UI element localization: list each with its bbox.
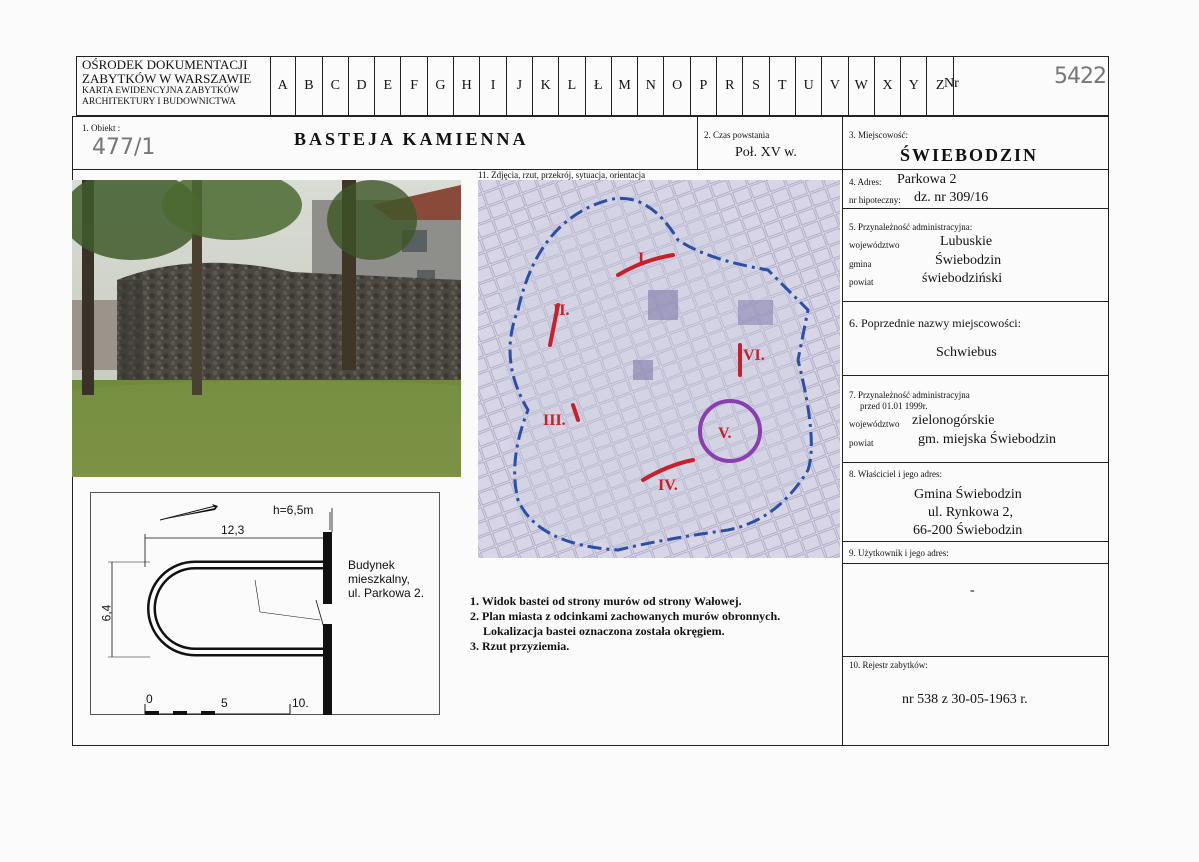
map-label-1: I. xyxy=(638,250,649,267)
r-sep-2 xyxy=(842,208,1109,209)
admin-old-label2: przed 01.01 1999r. xyxy=(860,401,928,411)
czas-label: 2. Czas powstania xyxy=(704,130,770,140)
handwritten-number: 5422 xyxy=(1054,64,1106,89)
r-sep-4 xyxy=(842,375,1109,376)
alphabet-letter-19: T xyxy=(770,57,796,115)
plan-depth-label: 6,4 xyxy=(99,604,114,622)
alphabet-letter-0: A xyxy=(270,57,296,115)
alphabet-letter-1: B xyxy=(296,57,322,115)
admin-old-powiat: gm. miejska Świebodzin xyxy=(918,432,1057,447)
map-label-5: V. xyxy=(718,425,732,442)
alphabet-letter-3: D xyxy=(349,57,375,115)
wlasciciel-label: 8. Właściciel i jego adres: xyxy=(849,469,943,479)
plan-building-line3: ul. Parkowa 2. xyxy=(348,586,425,600)
alphabet-letter-8: I xyxy=(480,57,506,115)
floor-plan xyxy=(90,492,440,715)
plan-building-line1: Budynek xyxy=(348,558,395,572)
caption-3: Lokalizacja bastei oznaczona została okręgiem. xyxy=(483,624,725,638)
row1-bottom xyxy=(72,169,842,170)
alphabet-letter-11: L xyxy=(559,57,585,115)
bastion-photo xyxy=(72,180,461,477)
wlasciciel-line1: Gmina Świebodzin xyxy=(914,487,1022,502)
admin-old-powiat-label: powiat xyxy=(849,438,874,448)
alphabet-letter-16: P xyxy=(691,57,717,115)
admin-label: 5. Przynależność administracyjna: xyxy=(849,222,973,232)
alphabet-letter-7: H xyxy=(454,57,480,115)
alphabet-letter-15: O xyxy=(665,57,691,115)
admin-powiat: świebodziński xyxy=(922,271,1003,286)
plan-width-label: 12,3 xyxy=(221,523,245,537)
plan-building-line2: mieszkalny, xyxy=(348,572,410,586)
alphabet-letter-18: S xyxy=(743,57,769,115)
r-sep-6 xyxy=(842,541,1109,542)
scale-5: 5 xyxy=(221,696,228,710)
uzytkownik-value: - xyxy=(970,583,975,598)
miejscowosc-value: ŚWIEBODZIN xyxy=(900,145,1039,165)
town-map xyxy=(478,180,840,558)
hip-value: dz. nr 309/16 xyxy=(914,190,989,205)
alphabet-letter-10: K xyxy=(533,57,559,115)
map-label-3: III. xyxy=(543,412,566,429)
alphabet-letter-12: Ł xyxy=(586,57,612,115)
poprzednie-label: 6. Poprzednie nazwy miejscowości: xyxy=(849,316,1021,330)
obiekt-handwritten: 477/1 xyxy=(92,135,156,160)
zdjecia-label: 11. Zdjęcia, rzut, przekrój, sytuacja, orientacja xyxy=(478,170,646,180)
plan-building-label xyxy=(348,558,424,600)
alphabet-letter-6: G xyxy=(428,57,454,115)
alphabet-letter-22: W xyxy=(849,57,875,115)
r-sep-7 xyxy=(842,656,1109,657)
right-column-divider xyxy=(842,116,843,746)
caption-4: 3. Rzut przyziemia. xyxy=(470,639,570,653)
admin-gmina-label: gmina xyxy=(849,259,872,269)
alphabet-letter-14: N xyxy=(638,57,664,115)
alphabet-letter-21: V xyxy=(822,57,848,115)
miejscowosc-label: 3. Miejscowość: xyxy=(849,130,908,140)
nr-label: Nr xyxy=(944,76,959,91)
admin-old-woj: zielonogórskie xyxy=(912,413,995,428)
r-sep-3 xyxy=(842,301,1109,302)
obiekt-divider xyxy=(697,116,698,169)
object-name: BASTEJA KAMIENNA xyxy=(294,129,529,149)
scale-10: 10. xyxy=(292,696,309,710)
caption-1: 1. Widok bastei od strony murów od strony Wałowej. xyxy=(470,594,742,608)
captions xyxy=(470,594,780,654)
rejestr-value: nr 538 z 30-05-1963 r. xyxy=(902,692,1028,707)
admin-old-label: 7. Przynależność administracyjna xyxy=(849,390,970,400)
hip-label: nr hipoteczny: xyxy=(849,195,901,205)
alphabet-letter-20: U xyxy=(796,57,822,115)
alphabet-letter-4: E xyxy=(375,57,401,115)
wlasciciel-line3: 66-200 Świebodzin xyxy=(913,523,1023,538)
alphabet-letter-2: C xyxy=(323,57,349,115)
institution-line2: ZABYTKÓW W WARSZAWIE xyxy=(82,71,252,86)
adres-value: Parkowa 2 xyxy=(897,172,957,187)
r-sep-6b xyxy=(842,563,1109,564)
alphabet-letter-9: J xyxy=(507,57,533,115)
adres-label: 4. Adres: xyxy=(849,177,882,187)
alphabet-letter-17: R xyxy=(717,57,743,115)
caption-2: 2. Plan miasta z odcinkami zachowanych murów obronnych. xyxy=(470,609,781,623)
rejestr-label: 10. Rejestr zabytków: xyxy=(849,660,928,670)
institution-line1: OŚRODEK DOKUMENTACJI xyxy=(82,57,248,72)
admin-old-woj-label: województwo xyxy=(849,419,900,429)
map-label-4: IV. xyxy=(658,477,678,494)
plan-height-label: h=6,5m xyxy=(273,503,314,517)
admin-woj-label: województwo xyxy=(849,240,900,250)
institution-block xyxy=(82,58,268,108)
admin-woj: Lubuskie xyxy=(940,234,993,249)
wlasciciel-line2: ul. Rynkowa 2, xyxy=(928,505,1013,520)
alphabet-letter-5: F xyxy=(402,57,428,115)
uzytkownik-label: 9. Użytkownik i jego adres: xyxy=(849,548,949,558)
alphabet-letter-23: X xyxy=(875,57,901,115)
poprzednie-value: Schwiebus xyxy=(936,345,997,360)
alphabet-letter-25: Z xyxy=(928,57,954,115)
scale-0: 0 xyxy=(146,692,153,706)
map-label-6: VI. xyxy=(743,347,765,364)
czas-value: Poł. XV w. xyxy=(735,145,797,160)
r-sep-5 xyxy=(842,462,1109,463)
institution-line4: ARCHITEKTURY I BUDOWNICTWA xyxy=(82,97,236,107)
alphabet-letter-13: M xyxy=(612,57,638,115)
map-label-2: II. xyxy=(553,302,570,319)
alphabet-letter-24: Y xyxy=(901,57,927,115)
institution-line3: KARTA EWIDENCYJNA ZABYTKÓW xyxy=(82,86,240,96)
r-sep-1 xyxy=(842,169,1109,170)
obiekt-label: 1. Obiekt : xyxy=(82,123,121,133)
admin-gmina: Świebodzin xyxy=(935,253,1002,268)
admin-powiat-label: powiat xyxy=(849,277,874,287)
